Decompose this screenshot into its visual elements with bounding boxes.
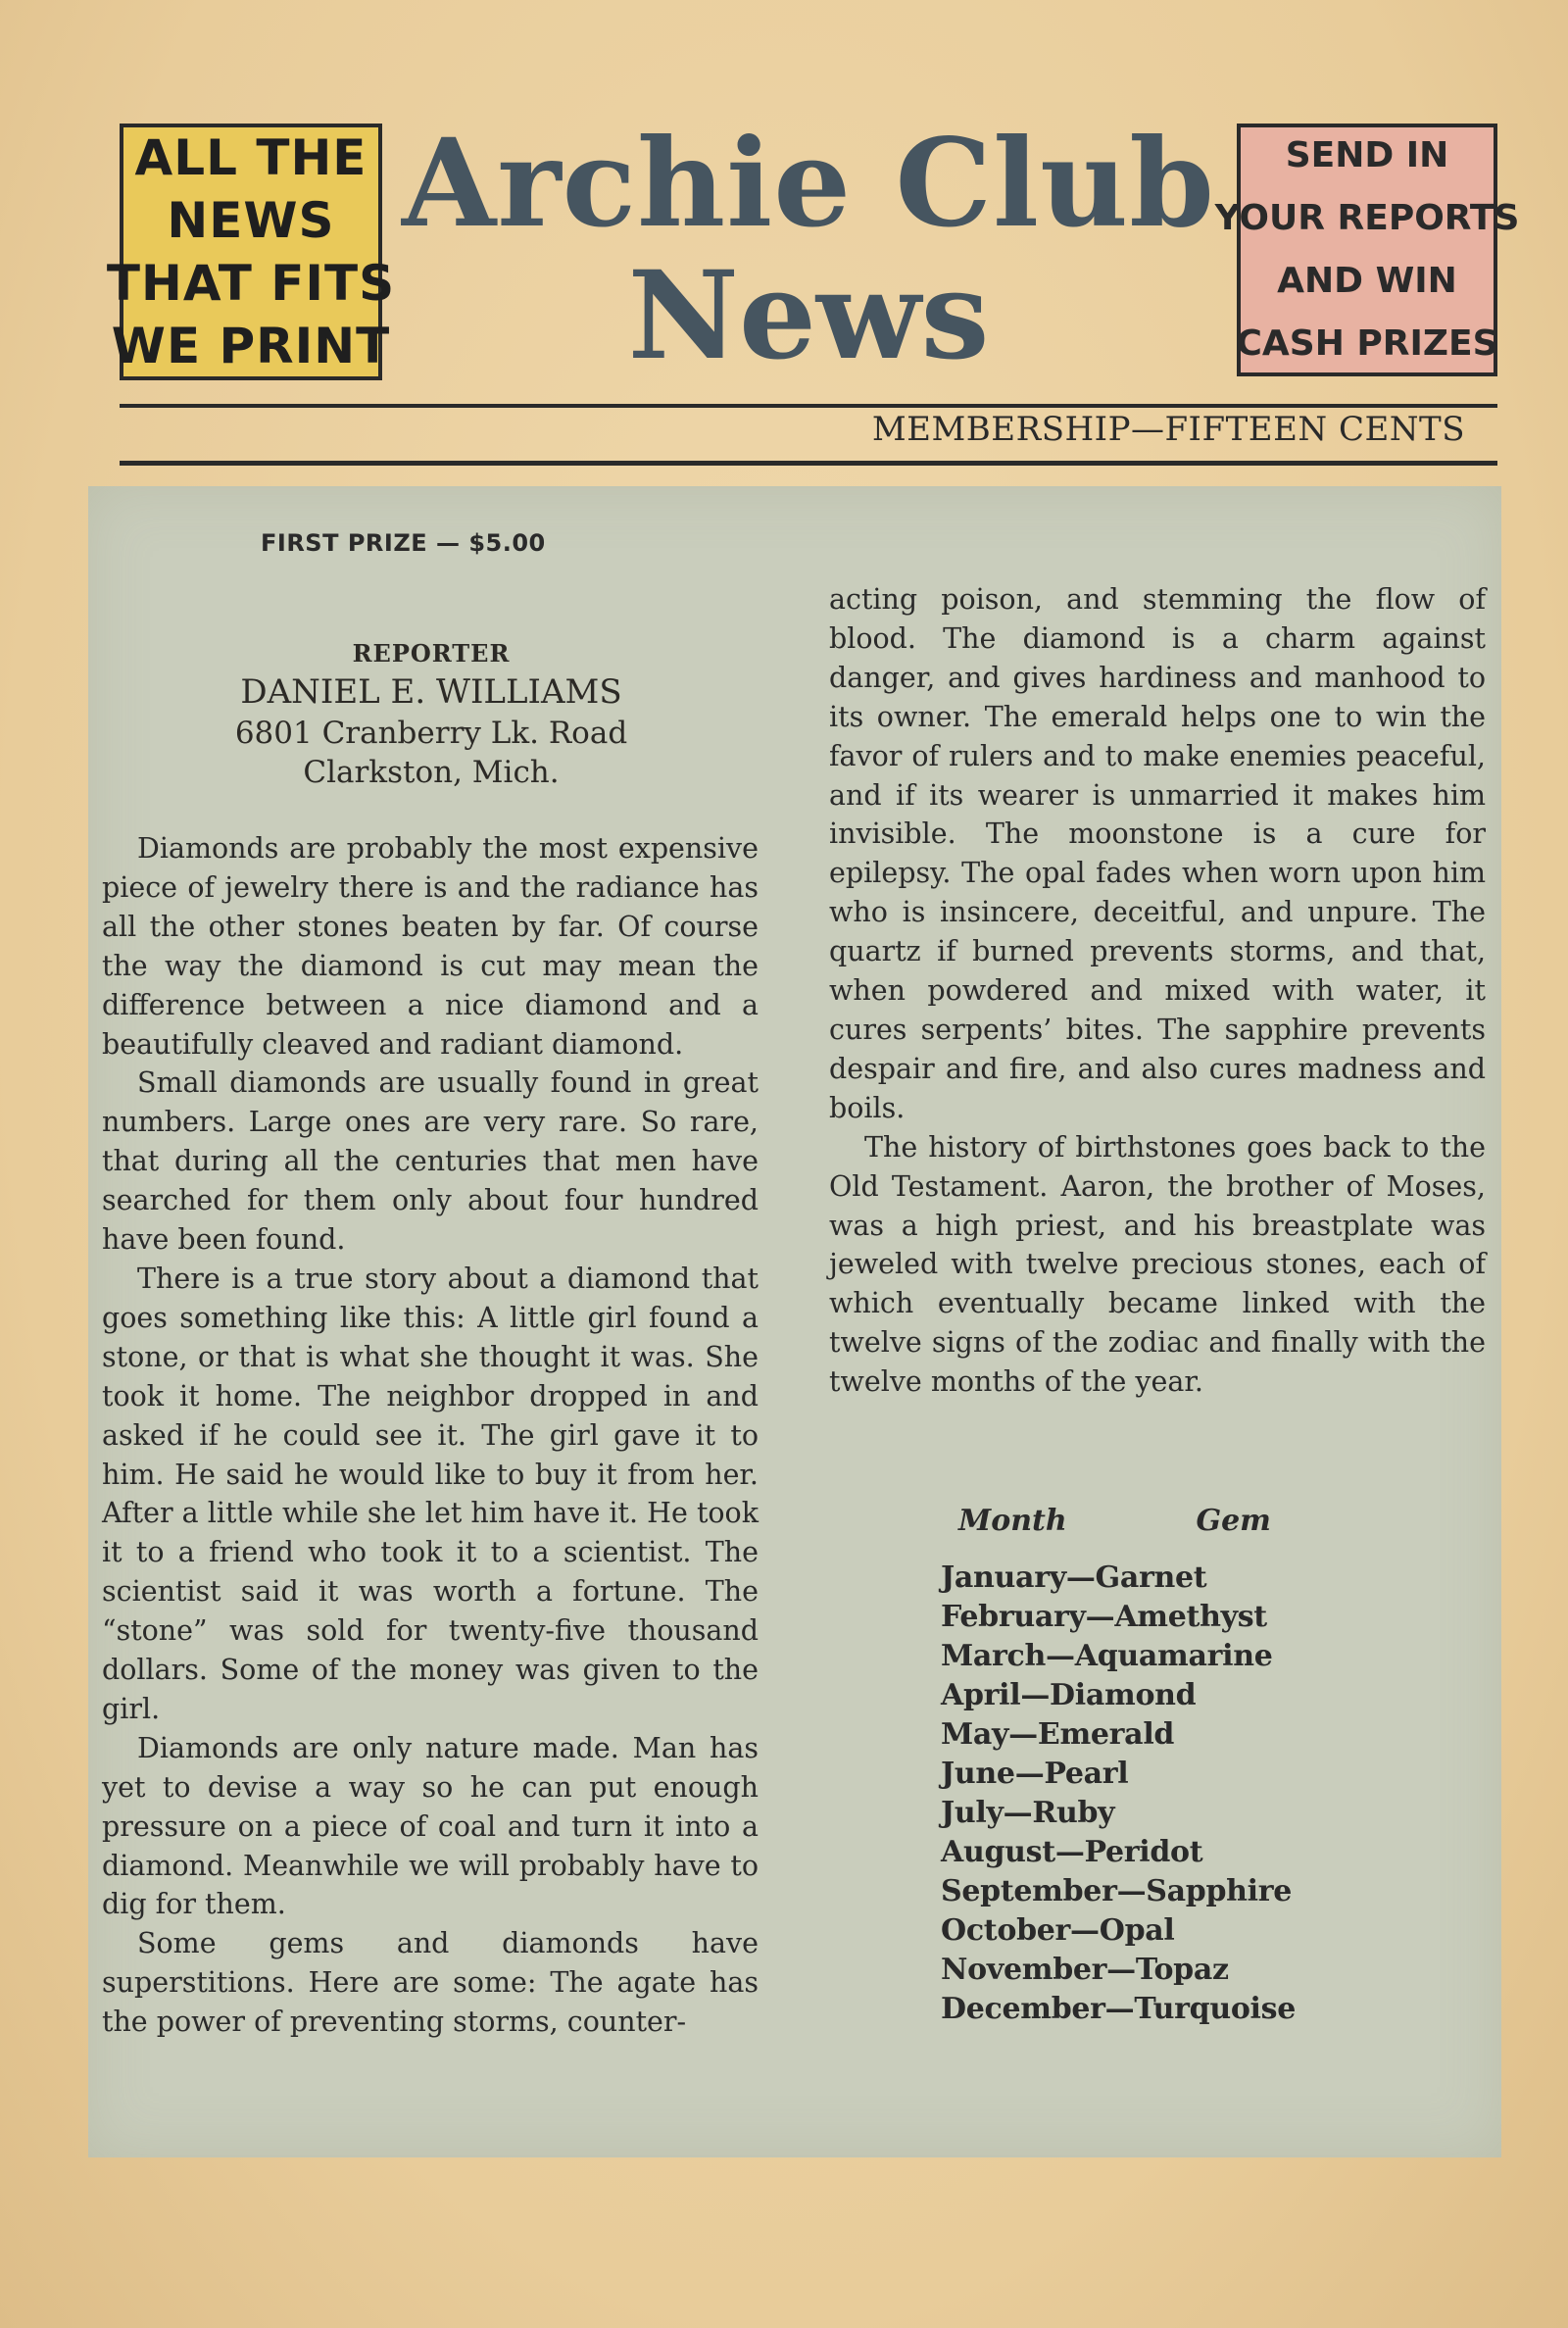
top-rule (120, 404, 1497, 408)
birthstone-table-header (958, 1500, 1296, 1543)
birthstone-row: December—Turquoise (941, 1992, 1297, 2026)
article-paragraph: acting poison, and stemming the flow of blood. The diamond is a charm against danger, and gives hardiness and manhood to its owner. The emerald helps one to win the favor of rulers and to make enemies peaceful, and if its wearer is unmarried it makes him invisible. The moonstone is a cure for epilepsy. The opal fades when worn upon him who is insincere, deceitful, and unpure. The quartz if burned prevents storms, and that, when powdered and mixed with water, it cures serpents’ bites. The sapphire prevents despair and fire, and also cures madness and boils. (829, 583, 1486, 1124)
birthstone-row: February—Amethyst (941, 1600, 1267, 1634)
birthstone-row: September—Sapphire (941, 1874, 1293, 1908)
prize-notice-line: CASH PRIZES (1236, 323, 1498, 364)
birthstone-row: July—Ruby (941, 1796, 1115, 1830)
reporter-address-street: 6801 Cranberry Lk. Road (234, 716, 628, 751)
month-column-header: Month (958, 1504, 1067, 1538)
prize-notice-line: YOUR REPORTS (1214, 198, 1520, 238)
birthstone-list (941, 1559, 1296, 2029)
masthead-title (392, 113, 1225, 387)
masthead-line-1: Archie Club (401, 113, 1216, 255)
birthstone-row: October—Opal (941, 1913, 1175, 1948)
birthstone-row: March—Aquamarine (941, 1639, 1273, 1673)
reporter-address-city: Clarkston, Mich. (303, 755, 560, 790)
prize-label: FIRST PRIZE — $5.00 (261, 529, 546, 557)
gem-column-header: Gem (1196, 1504, 1271, 1538)
birthstone-row: April—Diamond (941, 1678, 1197, 1712)
slogan-line: WE PRINT (111, 318, 391, 374)
slogan-box (106, 124, 396, 380)
reporter-label: REPORTER (352, 639, 511, 668)
article-right-column (829, 580, 1486, 1402)
slogan-line: ALL THE (134, 129, 368, 186)
reporter-byline (137, 637, 725, 792)
reporter-name: DANIEL E. WILLIAMS (240, 672, 622, 712)
birthstone-row: May—Emerald (941, 1717, 1175, 1752)
article-paragraph: Diamonds are probably the most expensive piece of jewelry there is and the radiance has all the other stones beaten by far. Of course the way the diamond is cut may mean the difference between a nice diamond and a beautifully cleaved and radiant diamond. (102, 832, 759, 1061)
article-paragraph: Small diamonds are usually found in great numbers. Large ones are very rare. So rare, that during all the centuries that men have searched for them only about four hundred have been found. (102, 1066, 759, 1257)
bottom-rule (120, 461, 1497, 466)
article-paragraph: Some gems and diamonds have superstitions. Here are some: The agate has the power of preventing storms, counter- (102, 1927, 759, 2039)
prize-notice-line: SEND IN (1285, 135, 1449, 175)
prize-notice-box (1214, 124, 1520, 376)
membership-price: MEMBERSHIP—FIFTEEN CENTS (871, 410, 1465, 449)
masthead-line-2: News (627, 245, 990, 387)
birthstone-row: January—Garnet (941, 1560, 1207, 1595)
birthstone-row: August—Peridot (941, 1835, 1203, 1869)
birthstone-table (941, 1500, 1296, 2029)
prize-notice-line: AND WIN (1277, 261, 1457, 301)
article-left-column (102, 829, 759, 2042)
slogan-line: THAT FITS (106, 255, 396, 312)
birthstone-row: November—Topaz (941, 1953, 1229, 1987)
article-paragraph: The history of birthstones goes back to the Old Testament. Aaron, the brother of Moses, was a high priest, and his breastplate was jeweled with twelve precious stones, each of which eventually became linked with the twelve signs of the zodiac and finally with the twelve months of the year. (829, 1130, 1486, 1399)
article-paragraph: There is a true story about a diamond that goes something like this: A little girl found a stone, or that is what she thought it was. She took it home. The neighbor dropped in and asked if he could see it. The girl gave it to him. He said he would like to buy it from her. After a little while she let him have it. He took it to a friend who took it to a scientist. The scientist said it was worth a fortune. The “stone” was sold for twenty-five thousand dollars. Some of the money was given to the girl. (102, 1262, 759, 1725)
article-paragraph: Diamonds are only nature made. Man has yet to devise a way so he can put enough pressure on a piece of coal and turn it into a diamond. Meanwhile we will probably have to dig for them. (102, 1731, 759, 1921)
birthstone-row: June—Pearl (941, 1757, 1129, 1791)
slogan-line: NEWS (167, 192, 335, 249)
